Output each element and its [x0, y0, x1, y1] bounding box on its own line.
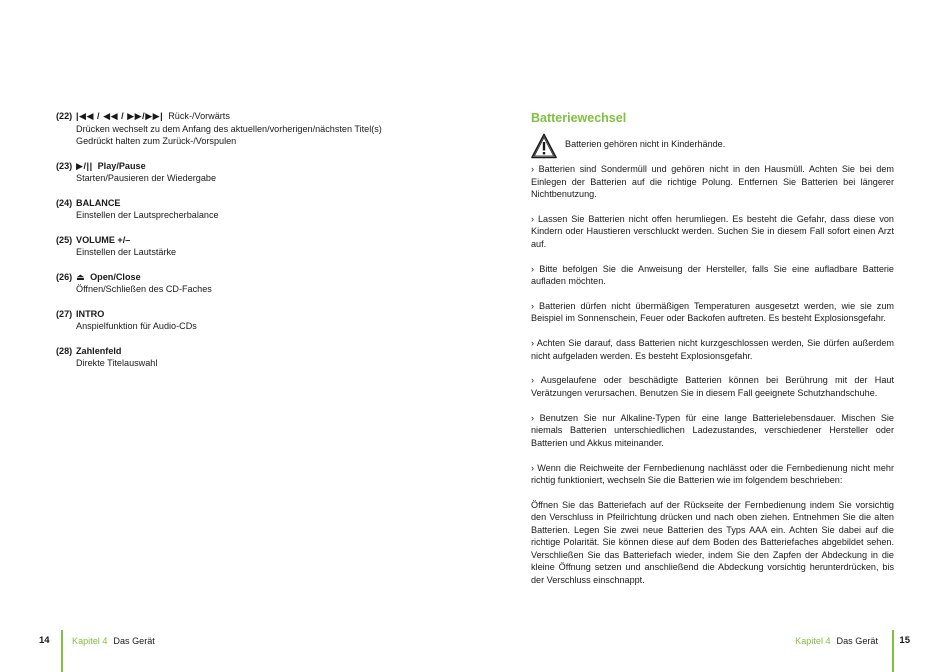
control-number: (26): [56, 271, 73, 282]
control-description: Öffnen/Schließen des CD-Faches: [76, 284, 212, 294]
control-title: [76, 197, 416, 210]
page-number-right: 15: [899, 635, 910, 646]
control-number: (22): [56, 111, 73, 121]
footer-left: [72, 635, 155, 648]
control-item: [56, 110, 416, 148]
control-description: Starten/Pausieren der Wiedergabe: [76, 173, 217, 183]
right-page: [475, 0, 950, 672]
control-button-icon: ▶/||: [76, 160, 93, 171]
control-item: [56, 234, 416, 259]
control-label: INTRO: [76, 308, 105, 319]
control-item: [56, 160, 416, 185]
control-title: [76, 160, 416, 173]
instruction-paragraph: › Batterien dürfen nicht übermäßigen Temperaturen ausgesetzt werden, wie sie zum Beispiel im Sonnenschein, Feuer oder Backofen auftreten. Es besteht Explosionsgefahr.: [531, 300, 894, 324]
control-number: (28): [56, 345, 73, 356]
control-button-icon: |◀◀ / ◀◀ / ▶▶/▶▶|: [76, 111, 164, 121]
control-label: VOLUME +/–: [76, 234, 131, 245]
footer-chapter-left: Kapitel 4: [72, 636, 108, 646]
instruction-paragraph: › Lassen Sie Batterien nicht offen herumliegen. Es besteht die Gefahr, dass diese von Kindern oder Haustieren verschluckt werden. Suchen Sie in diesem Fall sofort einen Arzt auf.: [531, 213, 894, 249]
instruction-paragraph: › Bitte befolgen Sie die Anweisung der Hersteller, falls Sie eine aufladbare Batterie aufladen möchten.: [531, 263, 894, 287]
battery-instructions: [531, 163, 894, 599]
control-title: [76, 271, 416, 284]
control-label: Play/Pause: [97, 160, 146, 171]
footer-section-left: Das Gerät: [113, 636, 155, 646]
control-label: Zahlenfeld: [76, 345, 122, 356]
control-description: Direkte Titelauswahl: [76, 358, 158, 368]
footer-section-right: Das Gerät: [836, 636, 878, 646]
control-title: [76, 234, 416, 247]
control-title: [76, 110, 416, 123]
page-number-left: 14: [39, 635, 50, 646]
footer-right: [795, 635, 878, 648]
control-button-icon: ⏏: [76, 271, 86, 282]
footer-divider-left: [61, 630, 63, 672]
instruction-paragraph: › Benutzen Sie nur Alkaline-Typen für eine lange Batterielebensdauer. Mischen Sie niemals Batterien unterschiedlichen Ladezustandes, verschiedener Hersteller oder Batterien und Akkus miteinander.: [531, 412, 894, 448]
control-number: (23): [56, 160, 73, 171]
control-label: Rück-/Vorwärts: [168, 111, 230, 121]
instruction-paragraph: Öffnen Sie das Batteriefach auf der Rückseite der Fernbedienung indem Sie vorsichtig den Verschluss in Pfeilrichtung drücken und nach oben ziehen. Entnehmen Sie die alten Batterien. Legen Sie zwei neue Batterien des Typs AAA ein. Achten Sie dabei auf die richtige Polarität. Sie können diese auf dem Boden des Batteriefaches abgebildet sehen. Verschließen Sie das Batteriefach wieder, indem Sie den Zapfen der Abdeckung in die kleine Öffnung setzen und anschließend die Abdeckung vorsichtig herunterdrücken, bis der Verschluss einschnappt.: [531, 499, 894, 585]
control-label: BALANCE: [76, 197, 121, 208]
control-item: [56, 345, 416, 370]
control-label: Open/Close: [90, 271, 141, 282]
warning-notice: [531, 133, 891, 159]
footer-chapter-right: Kapitel 4: [795, 636, 831, 646]
control-item: [56, 308, 416, 333]
control-description: Drücken wechselt zu dem Anfang des aktuellen/vorherigen/nächsten Titel(s): [76, 123, 382, 134]
instruction-paragraph: › Batterien sind Sondermüll und gehören nicht in den Hausmüll. Achten Sie bei dem Einlegen der Batterien auf die richtige Polung. Entfernen Sie Batterien bei längerer Nichtbenutzung.: [531, 164, 894, 199]
control-list: [56, 110, 416, 382]
instruction-paragraph: › Wenn die Reichweite der Fernbedienung nachlässt oder die Fernbedienung nicht mehr richtig funktioniert, wechseln Sie die Batterien wie im folgendem beschrieben:: [531, 462, 894, 486]
control-item: [56, 197, 416, 222]
control-number: (27): [56, 308, 73, 319]
footer-divider-right: [892, 630, 894, 672]
control-description: Anspielfunktion für Audio-CDs: [76, 321, 197, 331]
instruction-paragraph: › Achten Sie darauf, dass Batterien nicht kurzgeschlossen werden, Sie dürfen außerdem nicht aufgeladen werden. Es besteht Explosionsgefahr.: [531, 338, 894, 361]
warning-triangle-icon: [531, 133, 557, 159]
warning-text: Batterien gehören nicht in Kinderhände.: [565, 139, 726, 149]
section-title: Batteriewechsel: [531, 111, 627, 125]
control-description: Gedrückt halten zum Zurück-/Vorspulen: [76, 136, 237, 146]
control-number: (25): [56, 234, 73, 245]
control-item: [56, 271, 416, 296]
control-description: Einstellen der Lautstärke: [76, 247, 177, 257]
control-description: Einstellen der Lautsprecherbalance: [76, 210, 219, 220]
control-title: [76, 308, 416, 321]
instruction-paragraph: › Ausgelaufene oder beschädigte Batterien können bei Berührung mit der Haut Verätzungen verursachen. Benutzen Sie in diesem Fall geeignete Schutzhandschuhe.: [531, 375, 894, 398]
control-number: (24): [56, 197, 73, 208]
control-title: [76, 345, 416, 358]
